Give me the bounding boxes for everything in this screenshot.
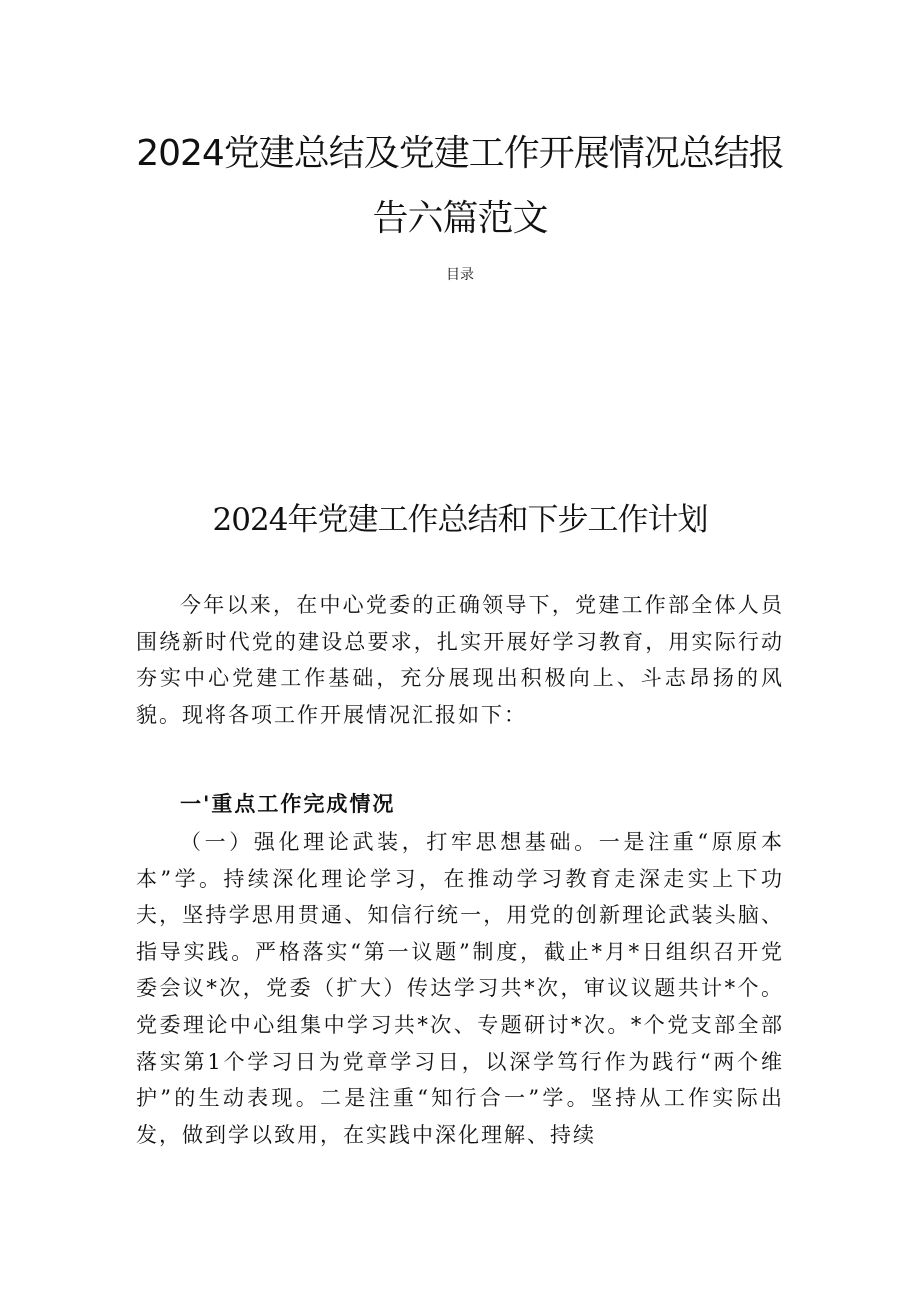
document-title-line-2: 告六篇范文: [372, 198, 548, 239]
intro-paragraph: 今年以来，在中心党委的正确领导下，党建工作部全体人员围绕新时代党的建设总要求，扎实开展好学习教育，用实际行动夯实中心党建工作基础，充分展现出积极向上、斗志昂扬的风貌。现将各项工作开展情况汇报如下：: [136, 593, 784, 727]
theory-study-paragraph: （一）强化理论武装，打牢思想基础。一是注重“原原本本”学。持续深化理论学习，在推动学习教育走深走实上下功夫，坚持学思用贯通、知信行统一，用党的创新理论武装头脑、指导实践。严格落实“第一议题”制度，截止*月*日组织召开党委会议*次，党委（扩大）传达学习共*次，审议议题共计*个。党委理论中心组集中学习共*次、专题研讨*次。*个党支部全部落实第1个学习日为党章学习日，以深学笃行作为践行“两个维护”的生动表现。二是注重“知行合一”学。坚持从工作实际出发，做到学以致用，在实践中深化理解、持续: [136, 830, 784, 1147]
heading-key-work-completion: 一'重点工作完成情况: [180, 791, 396, 816]
table-of-contents-label: 目录: [446, 267, 474, 283]
section-title: 2024年党建工作总结和下步工作计划: [212, 502, 708, 538]
document-title-line-1: 2024党建总结及党建工作开展情况总结报: [136, 133, 784, 174]
